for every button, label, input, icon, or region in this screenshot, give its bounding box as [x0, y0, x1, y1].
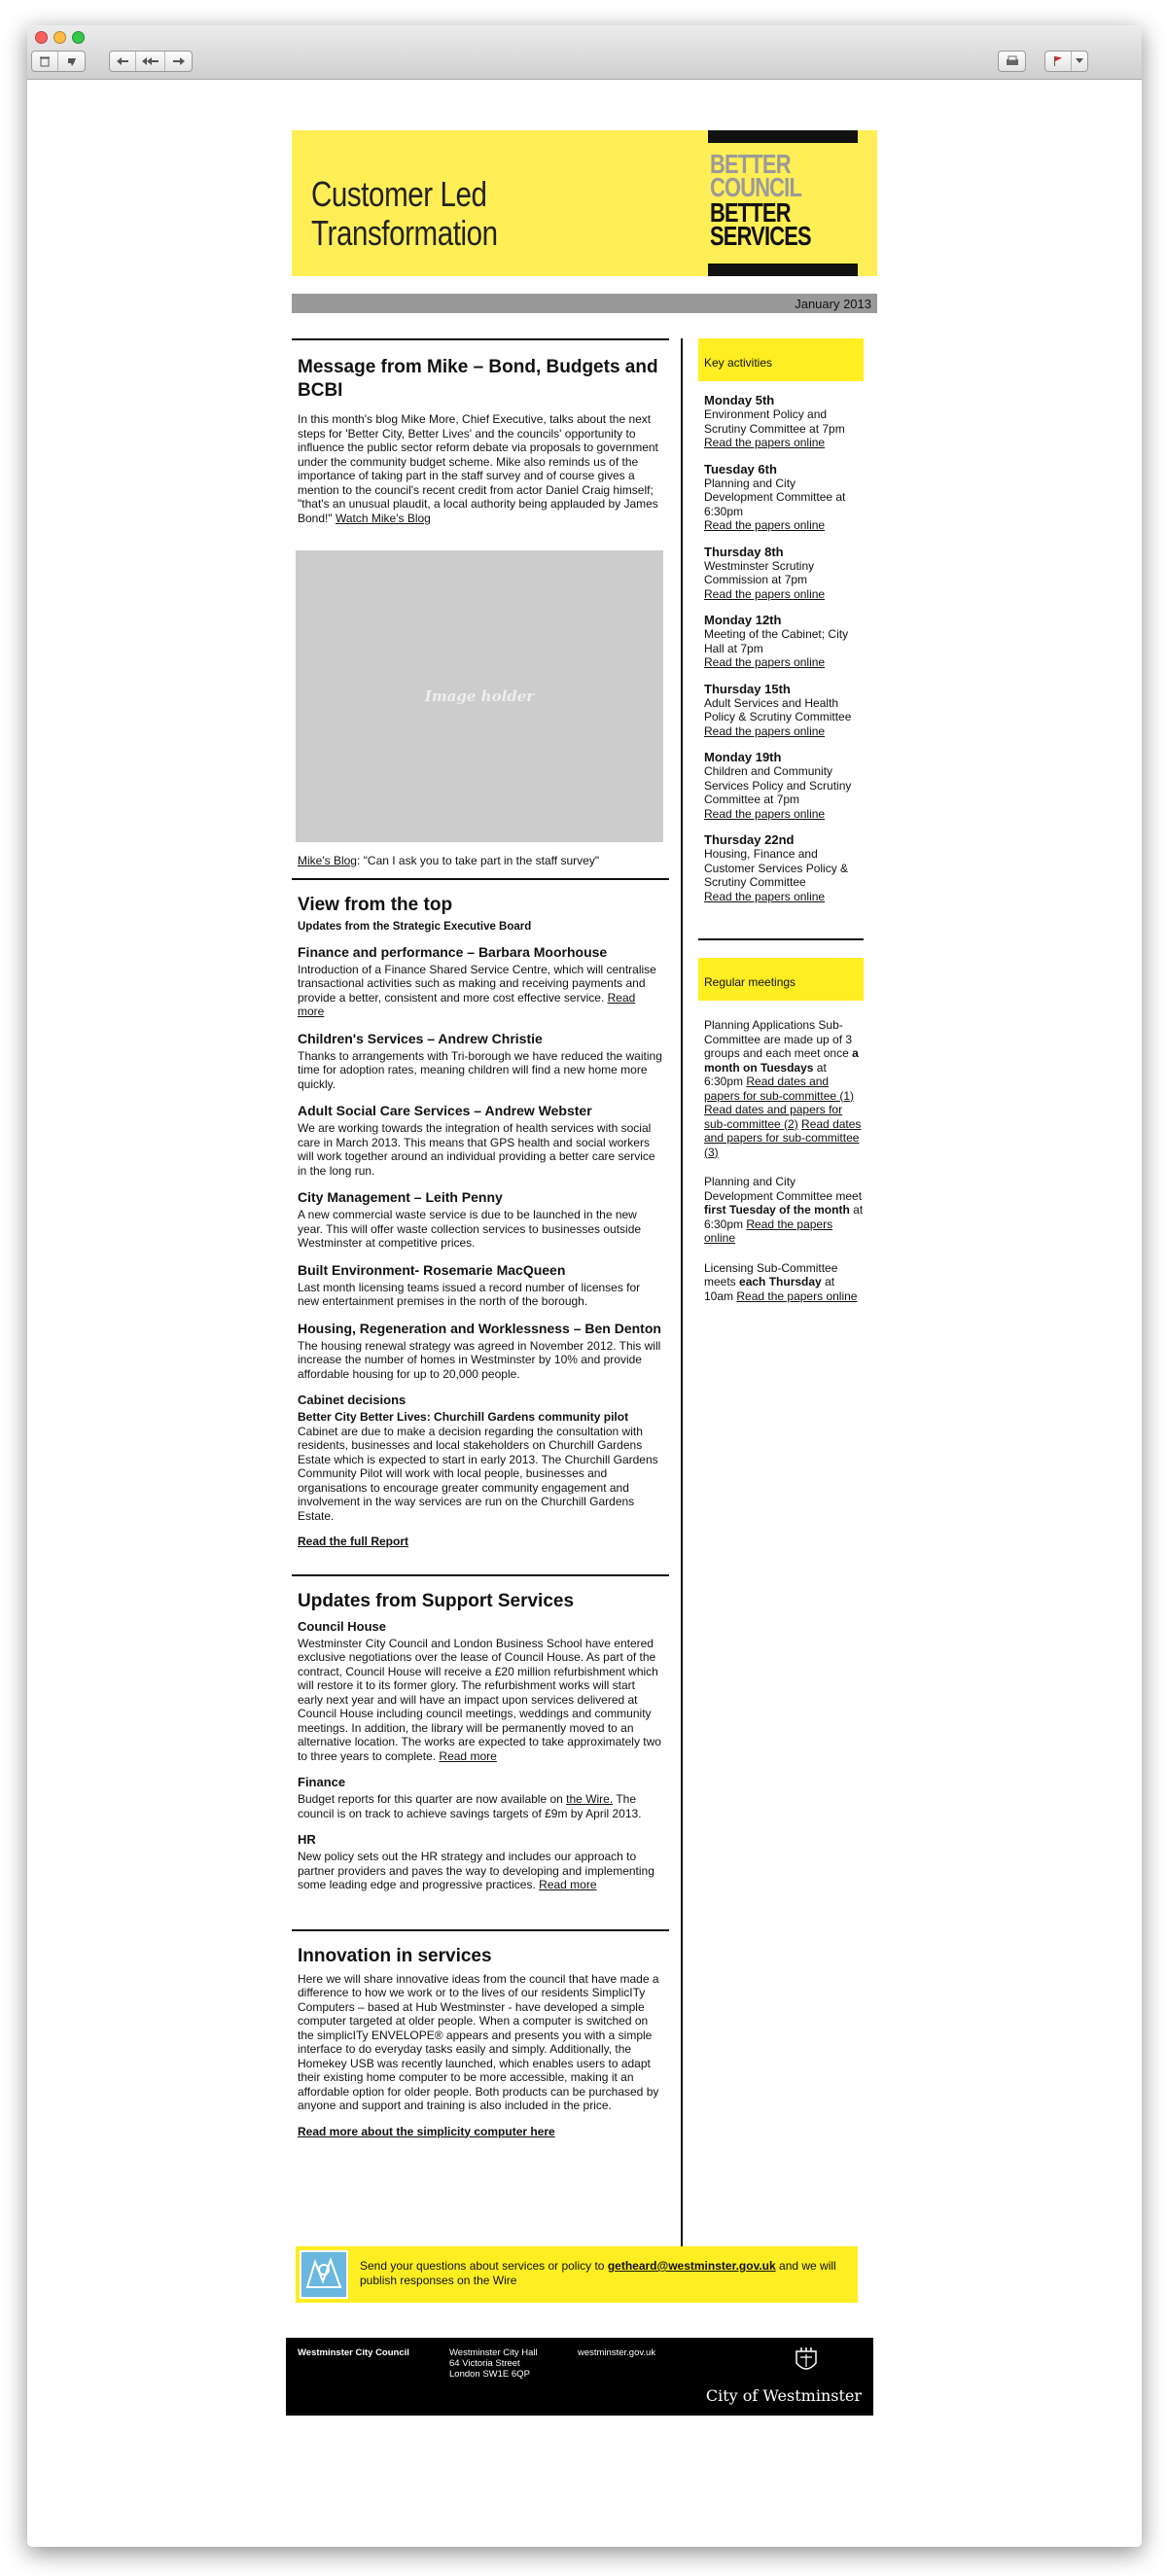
activity-item	[704, 832, 864, 903]
westminster-crest-icon	[790, 2347, 823, 2377]
view-section	[292, 878, 669, 1563]
activity-day: Monday 12th	[704, 613, 782, 627]
read-papers-link[interactable]: Read the papers online	[704, 655, 826, 669]
activity-text: Meeting of the Cabinet; City Hall at 7pm	[704, 627, 849, 655]
childrens-update	[298, 1031, 663, 1092]
read-papers-link[interactable]: Read the papers online	[704, 723, 826, 738]
activity-day: Thursday 8th	[704, 544, 784, 559]
read-papers-link[interactable]: Read the papers online	[704, 889, 826, 903]
innovation-section	[292, 1929, 669, 2139]
sub-committee-2-link[interactable]: Read dates and papers for sub-committee (2)	[704, 1103, 843, 1131]
key-activities-list	[698, 393, 864, 903]
activity-item	[704, 750, 864, 821]
address-line: Westminster City Hall	[449, 2347, 538, 2358]
questions-box	[296, 2246, 858, 2303]
activity-text: Westminster Scrutiny Commission at 7pm	[704, 558, 815, 586]
activity-text: Planning and City Development Committee at 6:30pm	[704, 476, 846, 518]
footer-website[interactable]: westminster.gov.uk	[578, 2347, 656, 2358]
update-heading: Finance	[298, 1775, 346, 1789]
sidebar-divider	[698, 938, 864, 940]
message-title: Message from Mike – Bond, Budgets and BCBI	[298, 357, 658, 401]
update-heading: Adult Social Care Services – Andrew Webster	[298, 1103, 592, 1118]
main-column	[292, 338, 669, 2138]
zoom-window-button[interactable]	[72, 31, 85, 44]
activity-day: Thursday 15th	[704, 681, 791, 696]
activity-item	[704, 613, 864, 670]
title-line-1: Customer Led	[311, 174, 487, 214]
meeting-frequency: a month on Tuesdays	[704, 1046, 859, 1075]
innovation-title: Innovation in services	[298, 1945, 492, 1966]
activity-day: Thursday 22nd	[704, 832, 795, 847]
built-environment-update	[298, 1262, 663, 1309]
meeting-text: Licensing Sub-Committee meets	[704, 1260, 838, 1288]
update-body: We are working towards the integration of health services with social care in March 2013. This means that GPS health and social workers will work together around an individual providing a better care service in the long run.	[298, 1121, 655, 1178]
meeting-licensing	[704, 1261, 864, 1304]
activity-text: Children and Community Services Policy and Scrutiny Committee at 7pm	[704, 764, 852, 806]
meeting-planning-development	[704, 1175, 864, 1246]
activity-item	[704, 682, 864, 739]
update-heading: Built Environment- Rosemarie MacQueen	[298, 1261, 566, 1278]
update-heading: Housing, Regeneration and Worklessness – Ben Denton	[298, 1320, 661, 1336]
logo-bottom-bar	[708, 264, 858, 276]
view-subtitle: Updates from the Strategic Executive Board	[298, 920, 532, 933]
meeting-text: Planning and City Development Committee meet	[704, 1175, 863, 1203]
view-title: View from the top	[298, 894, 453, 915]
update-body: The housing renewal strategy was agreed in November 2012. This will increase the number of homes in Westminster by 10% and provide affordable housing for up to 20,000 people.	[298, 1338, 661, 1381]
mail-window	[27, 25, 1142, 2547]
logo-text-3: BETTER	[710, 197, 791, 228]
logo-text-4: SERVICES	[710, 221, 811, 251]
meeting-time: at 6:30pm	[704, 1060, 827, 1088]
newsletter-footer	[286, 2338, 873, 2416]
meeting-time: at 10am	[704, 1275, 835, 1303]
chevron-down-icon[interactable]	[1072, 52, 1087, 71]
title-line-2: Transformation	[311, 213, 498, 253]
activity-item	[704, 462, 864, 533]
activity-item	[704, 545, 864, 602]
finance-support-update	[298, 1775, 663, 1820]
key-activities-heading: Key activities	[698, 338, 864, 381]
update-heading: City Management – Leith Penny	[298, 1189, 503, 1205]
sub-committee-3-link[interactable]: Read dates and papers for sub-committee (3)	[704, 1116, 862, 1159]
activity-text: Housing, Finance and Customer Services Policy & Scrutiny Committee	[704, 847, 849, 889]
footer-brand: City of Westminster	[705, 2386, 862, 2405]
logo-text-1: BETTER	[710, 149, 791, 179]
update-heading: Council House	[298, 1618, 387, 1634]
regular-meetings-heading: Regular meetings	[698, 958, 864, 1001]
address-line: London SW1E 6QP	[449, 2369, 530, 2380]
trash-icon[interactable]	[32, 52, 58, 71]
regular-meetings-list	[698, 1018, 864, 1303]
reply-group	[109, 51, 193, 72]
watch-blog-link[interactable]: Watch Mike's Blog	[335, 511, 431, 525]
meeting-text: Planning Applications Sub-Committee are made up of 3 groups and each meet once	[704, 1018, 853, 1060]
update-heading: Finance and performance – Barbara Moorhouse	[298, 943, 608, 960]
activity-item	[704, 393, 864, 450]
issue-date-bar	[292, 294, 877, 313]
logo-top-bar	[708, 130, 858, 143]
meeting-planning-applications	[704, 1018, 864, 1159]
read-papers-link[interactable]: Read the papers online	[736, 1288, 858, 1303]
sidebar	[698, 338, 864, 1319]
blog-caption-link[interactable]: Mike's Blog	[298, 854, 357, 867]
update-body	[298, 963, 663, 1019]
address-line: 64 Victoria Street	[449, 2358, 520, 2369]
update-heading: Children's Services – Andrew Christie	[298, 1030, 543, 1046]
update-heading: HR	[298, 1832, 316, 1847]
caption-text: : "Can I ask you to take part in the staff survey"	[356, 854, 600, 867]
update-body: Thanks to arrangements with Tri-borough we have reduced the waiting time for adoption rates, meaning children will find a new home more quickly.	[298, 1048, 662, 1091]
message-body	[298, 412, 663, 525]
footer-address	[449, 2347, 538, 2380]
update-body	[298, 1637, 663, 1764]
read-papers-link[interactable]: Read the papers online	[704, 436, 826, 449]
reply-all-icon[interactable]	[136, 52, 165, 71]
window-toolbar	[27, 25, 1142, 80]
read-more-link[interactable]: Read more	[439, 1748, 497, 1763]
cabinet-body: Cabinet are due to make a decision regarding the consultation with residents, businesses and local stakeholders on Churchill Gardens Estate which is expected to start in early 2013. The Churchill Gardens Community Pilot will work with local people, businesses and organisations to encourage greater community engagement and involvement in the way services are run on the Churchill Gardens Estate.	[298, 1424, 658, 1523]
get-heard-icon	[300, 2250, 348, 2299]
city-management-update	[298, 1189, 663, 1251]
image-caption	[298, 854, 663, 878]
flag-group	[1044, 51, 1088, 72]
wire-link[interactable]: the Wire.	[566, 1792, 614, 1806]
meeting-frequency: each Thursday	[739, 1275, 822, 1288]
email-link[interactable]: getheard@westminster.gov.uk	[607, 2259, 776, 2273]
meeting-frequency: first Tuesday of the month	[704, 1203, 850, 1217]
read-papers-link[interactable]: Read the papers online	[704, 806, 826, 821]
print-icon[interactable]	[999, 52, 1025, 71]
update-body: Last month licensing teams issued a record number of licenses for new entertainment premises in the north of the borough.	[298, 1280, 641, 1308]
read-more-link[interactable]: Read more	[539, 1878, 597, 1891]
read-papers-link[interactable]: Read the papers online	[704, 1217, 833, 1245]
hr-update	[298, 1832, 663, 1918]
close-window-button[interactable]	[35, 31, 48, 44]
logo-text-2: COUNCIL	[710, 172, 802, 202]
read-papers-link[interactable]: Read the papers online	[704, 518, 826, 532]
simplicity-link[interactable]: Read more about the simplicity computer here	[298, 2124, 555, 2138]
update-text: Introduction of a Finance Shared Service Centre, which will centralise transactional activities such as making and receiving payments and provide a better, consistent and more cost effective service.	[298, 962, 656, 1005]
delete-junk-group	[31, 51, 86, 72]
innovation-body: Here we will share innovative ideas from the council that have made a difference to how we work or to the lives of our residents SimplicITy Computers – based at Hub Westminster - have developed a simple computer targeted at older people. When a computer is switched on the simplicITy ENVELOPE® appears and presents you with a simple interface to do everyday tasks easily and simply. Additionally, the Homekey USB was recently launched, which enables users to adapt their existing home computer to be more accessible, making it an affordable option for older people. Both products can be purchased by anyone and support and training is also included in the price.	[298, 1971, 659, 2112]
update-text: Westminster City Council and London Business School have entered exclusive negotiations over the lease of Council House. As part of the contract, Council House will receive a £20 million refurbishment which will restore it to its former glory. The refurbishment works will start early next year and will have an impact upon services delivered at Council House including council meetings, weddings and community meetings. In addition, the library will be permanently moved to an alternative location. The works are expected to take approximately two to three years to complete.	[298, 1636, 661, 1763]
update-text: New policy sets out the HR strategy and includes our approach to partner providers and paves the way to developing and implementing some leading edge and progressive practices.	[298, 1850, 654, 1891]
update-body	[298, 1850, 663, 1892]
update-text: The council is on track to achieve savings targets of £9m by April 2013.	[298, 1792, 642, 1820]
minimize-window-button[interactable]	[53, 31, 66, 44]
sub-committee-1-link[interactable]: Read dates and papers for sub-committee (1)	[704, 1075, 855, 1103]
print-group	[998, 51, 1026, 72]
newsletter-title	[311, 175, 498, 253]
read-papers-link[interactable]: Read the papers online	[704, 586, 826, 601]
questions-pre: Send your questions about services or policy to	[360, 2259, 605, 2273]
read-more-link[interactable]: Read more	[298, 990, 636, 1018]
image-placeholder	[296, 550, 663, 842]
column-divider	[681, 338, 683, 2298]
issue-date: January 2013	[795, 297, 871, 311]
reply-icon[interactable]	[110, 52, 136, 71]
activity-text: Environment Policy and Scrutiny Committee at 7pm	[704, 407, 845, 436]
junk-icon[interactable]	[58, 52, 85, 71]
forward-icon[interactable]	[165, 52, 192, 71]
footer-org: Westminster City Council	[298, 2347, 409, 2358]
update-text: Budget reports for this quarter are now available on	[298, 1792, 563, 1806]
update-body	[298, 1792, 663, 1820]
full-report-link[interactable]: Read the full Report	[298, 1535, 409, 1548]
flag-icon[interactable]	[1045, 52, 1072, 71]
activity-day: Tuesday 6th	[704, 461, 777, 476]
activity-day: Monday 5th	[704, 393, 775, 407]
questions-text	[360, 2259, 851, 2288]
better-council-logo	[708, 130, 858, 276]
activity-day: Monday 19th	[704, 750, 782, 764]
newsletter	[292, 130, 877, 2405]
meeting-time: at 6:30pm	[704, 1203, 864, 1231]
activity-text: Adult Services and Health Policy & Scrutiny Committee	[704, 695, 852, 723]
questions-post: and we will publish responses on the Wire	[360, 2259, 836, 2287]
council-house-update	[298, 1619, 663, 1764]
update-body: A new commercial waste service is due to be launched in the new year. This will offer waste collection services to businesses outside Westminster at competitive prices.	[298, 1208, 642, 1250]
finance-update	[298, 944, 663, 1019]
window-controls	[35, 31, 85, 44]
cabinet-subheading: Better City Better Lives: Churchill Gardens community pilot	[298, 1410, 629, 1424]
housing-update	[298, 1321, 663, 1382]
message-section	[292, 338, 669, 878]
support-section	[292, 1574, 669, 1918]
cabinet-heading: Cabinet decisions	[298, 1393, 407, 1407]
newsletter-banner	[292, 130, 877, 276]
image-placeholder-label: Image holder	[424, 688, 535, 705]
message-text: In this month's blog Mike More, Chief Executive, talks about the next steps for 'Better City, Better Lives' and the councils' opportunity to influence the public sector reform debate via proposals to government under the community budget scheme. Mike also reminds us of the importance of taking part in the staff survey and of course gives a mention to the council's recent credit from actor Daniel Craig himself; "that's an unusual plaudit, a local authority being applauded by James Bond!"	[298, 412, 658, 525]
support-title: Updates from Support Services	[298, 1590, 575, 1611]
adult-care-update	[298, 1103, 663, 1178]
cabinet-decisions	[298, 1393, 663, 1563]
